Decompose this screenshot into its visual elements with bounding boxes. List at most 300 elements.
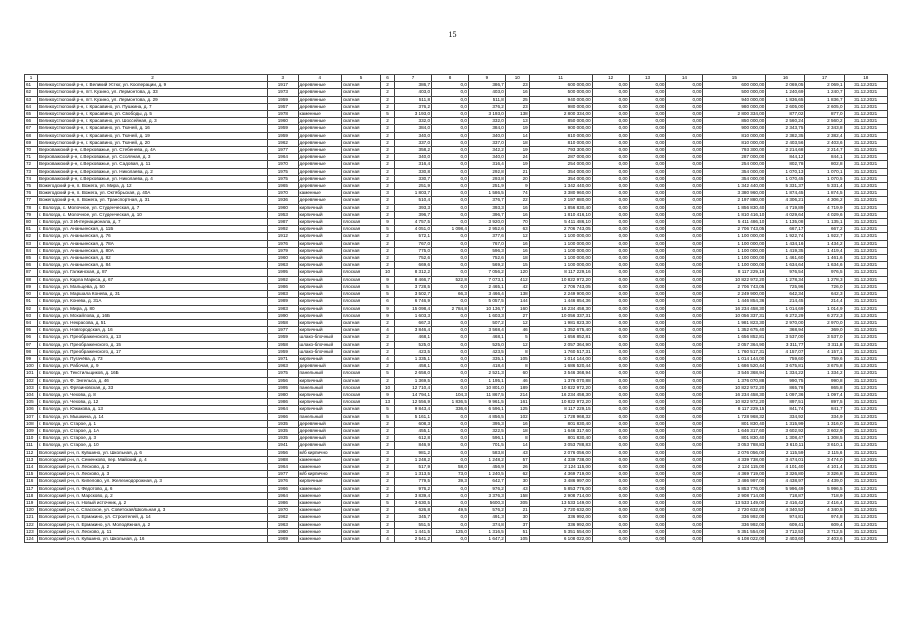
table-cell: 5: [505, 334, 529, 341]
table-cell: 23: [505, 103, 529, 110]
table-cell: 5: [381, 406, 395, 413]
table-cell: 31.12.2021: [844, 139, 888, 146]
table-cell: Вологодский р-н, п. Лесково, д. 2: [38, 463, 268, 470]
table-cell: 0,00: [629, 485, 666, 492]
table-cell: 95: [25, 327, 38, 334]
table-cell: Великоустюгский р-н, г. Красавино, ул. Ткачей, д. 19: [38, 132, 268, 139]
table-cell: 1986: [268, 499, 298, 506]
table-cell: 1 874,5: [805, 190, 844, 197]
table-cell: 2: [381, 363, 395, 370]
table-cell: плоская: [341, 298, 380, 305]
table-cell: Вологодский р-н, п. Федотово, д. 6: [38, 485, 268, 492]
table-cell: 0,00: [629, 319, 666, 326]
table-cell: 2: [381, 377, 395, 384]
table-cell: 31.12.2021: [844, 485, 888, 492]
table-cell: 3 610,1: [805, 442, 844, 449]
table-cell: шлако-блочный: [298, 334, 341, 341]
table-cell: 0,00: [592, 370, 629, 377]
table-cell: 0,00: [629, 427, 666, 434]
table-cell: 1966: [268, 485, 298, 492]
table-cell: 10: [381, 384, 395, 391]
table-cell: 46: [505, 377, 529, 384]
table-cell: 801 830,40: [703, 420, 766, 427]
table-cell: 2: [381, 161, 395, 168]
table-cell: 104,3: [432, 391, 469, 398]
table-cell: 16: [505, 420, 529, 427]
table-cell: 0,00: [592, 298, 629, 305]
table-cell: 0,00: [666, 118, 703, 125]
table-cell: Вологодский р-н, п. Лесково, д. 11: [38, 528, 268, 535]
table-cell: 4: [381, 536, 395, 543]
table-cell: 2: [381, 442, 395, 449]
table-cell: 2 560,24: [766, 118, 805, 125]
table-cell: Вологодский р-н, п. Кувшино, ул. Школьная, д. 16: [38, 536, 268, 543]
table-cell: 9: [505, 183, 529, 190]
table-cell: 0,0: [432, 89, 469, 96]
table-cell: скатная: [341, 240, 380, 247]
table-cell: 64: [25, 103, 38, 110]
table-cell: 3 053 788,83: [529, 442, 592, 449]
table-cell: 13: [505, 118, 529, 125]
table-cell: 102: [505, 413, 529, 420]
table-cell: 1 686 520,44: [529, 363, 592, 370]
table-cell: 31.12.2021: [844, 435, 888, 442]
table-cell: 2 249 900,00: [529, 291, 592, 298]
table-cell: 897,51: [766, 399, 805, 406]
table-cell: 335,1: [468, 355, 505, 362]
table-cell: г. Вологда, ул. Новгородская, д. 16: [38, 327, 268, 334]
table-header-row: [25, 75, 888, 82]
table-cell: 0,00: [592, 334, 629, 341]
table-cell: 4 719,9: [805, 204, 844, 211]
table-cell: плоская: [341, 391, 380, 398]
table-cell: 0,0: [432, 442, 469, 449]
table-cell: 82: [25, 233, 38, 240]
table-cell: г. Вологда, ул. Текстильщиков, д. 16Б: [38, 370, 268, 377]
table-cell: 600 000,00: [529, 82, 592, 89]
table-cell: скатная: [341, 132, 380, 139]
table-cell: 940 000,00: [703, 96, 766, 103]
table-cell: 0,00: [629, 204, 666, 211]
table-cell: 68: [25, 132, 38, 139]
table-cell: деревянные: [298, 125, 341, 132]
table-cell: 16: [505, 240, 529, 247]
table-cell: 12: [505, 319, 529, 326]
table-cell: 1 810 416,10: [529, 211, 592, 218]
table-cell: 0,00: [592, 327, 629, 334]
table-cell: 980 000,00: [703, 103, 766, 110]
table-cell: 31.12.2021: [844, 348, 888, 355]
table-row: [25, 507, 888, 514]
table-cell: 0,00: [666, 305, 703, 312]
table-cell: 0,00: [629, 528, 666, 535]
table-cell: 0,00: [666, 283, 703, 290]
table-cell: 118: [25, 492, 38, 499]
table-cell: 51: [505, 528, 529, 535]
table-cell: 31.12.2021: [844, 118, 888, 125]
table-cell: 3 326,8: [805, 471, 844, 478]
table-cell: 844,12: [766, 154, 805, 161]
table-cell: 0,00: [629, 449, 666, 456]
table-cell: 974,8: [805, 514, 844, 521]
table-cell: 2: [381, 348, 395, 355]
table-cell: скатная: [341, 255, 380, 262]
table-cell: панельный: [298, 384, 341, 391]
table-cell: плоская: [341, 226, 380, 233]
table-cell: 1983: [268, 291, 298, 298]
table-cell: 0,00: [592, 147, 629, 154]
table-cell: 0,00: [666, 183, 703, 190]
table-cell: 4 438,97: [766, 478, 805, 485]
table-cell: 0,0: [432, 456, 469, 463]
table-cell: 551,5: [395, 521, 432, 528]
table-cell: Вожегодский р-н, п. Вожега, ул. Октябрьская, д. 40А: [38, 190, 268, 197]
table-cell: 31.12.2021: [844, 283, 888, 290]
table-cell: 5 057,5: [468, 298, 505, 305]
table-row: [25, 233, 888, 240]
table-cell: г. Вологда, ул. Некрасова, д. 51: [38, 319, 268, 326]
table-cell: г. Вологда, ул. Пугачёва, д. 73: [38, 355, 268, 362]
table-row: [25, 139, 888, 146]
table-cell: 1935: [268, 420, 298, 427]
table-cell: 254 000,00: [703, 161, 766, 168]
table-cell: 0,00: [629, 154, 666, 161]
table-cell: 0,00: [666, 269, 703, 276]
table-cell: г. Вологда, ул. Преображенского, д. 15: [38, 341, 268, 348]
table-cell: г. Вологда, ул. Конева, д. 31А: [38, 298, 268, 305]
table-cell: 9: [381, 305, 395, 312]
table-cell: 0,00: [666, 139, 703, 146]
table-cell: 0,00: [592, 204, 629, 211]
table-cell: 0,00: [592, 528, 629, 535]
table-cell: 1 836,7: [805, 96, 844, 103]
table-cell: г. Вологда, ул. Маршала Конева, д. 31: [38, 291, 268, 298]
column-header: 16: [766, 75, 805, 82]
table-cell: 1936: [268, 197, 298, 204]
table-cell: 1 248,2: [395, 456, 432, 463]
table-cell: 123: [25, 528, 38, 535]
table-cell: 9: [381, 312, 395, 319]
table-cell: 1963: [268, 363, 298, 370]
table-cell: 5: [381, 111, 395, 118]
table-cell: плоская: [341, 305, 380, 312]
table-cell: деревянные: [298, 175, 341, 182]
table-cell: 3 920,0: [468, 219, 505, 226]
table-cell: 1 836,5: [432, 399, 469, 406]
table-cell: 793 300,00: [703, 147, 766, 154]
table-cell: кирпичный: [298, 269, 341, 276]
table-cell: 1 313,5: [395, 471, 432, 478]
table-cell: 0,00: [592, 89, 629, 96]
table-cell: 4 856,5: [468, 413, 505, 420]
table-cell: 31.12.2021: [844, 478, 888, 485]
table-cell: 0,0: [432, 298, 469, 305]
table-cell: 3: [381, 190, 395, 197]
table-cell: Вологодский р-н, п. Семенково, пер. Майский, д. 4: [38, 456, 268, 463]
table-cell: 0,00: [629, 125, 666, 132]
table-cell: 376,7: [468, 197, 505, 204]
table-cell: кирпичный: [298, 226, 341, 233]
table-cell: 13 533 149,00: [703, 499, 766, 506]
table-cell: 91: [25, 298, 38, 305]
table-cell: 0,00: [592, 305, 629, 312]
table-cell: 0,0: [432, 82, 469, 89]
table-cell: 31.12.2021: [844, 514, 888, 521]
table-cell: 802,78: [766, 161, 805, 168]
table-cell: 0,00: [629, 334, 666, 341]
table-cell: 801 830,40: [703, 435, 766, 442]
table-cell: 1959: [268, 96, 298, 103]
table-cell: 31.12.2021: [844, 312, 888, 319]
table-cell: м/б кирпично: [298, 471, 341, 478]
table-cell: 31.12.2021: [844, 82, 888, 89]
table-cell: 214: [505, 391, 529, 398]
table-cell: скатная: [341, 427, 380, 434]
table-cell: 0,00: [666, 262, 703, 269]
table-row: [25, 154, 888, 161]
table-cell: 1983: [268, 305, 298, 312]
table-cell: 0,00: [666, 514, 703, 521]
table-cell: 393,3: [395, 204, 432, 211]
column-header: 7: [395, 75, 432, 82]
table-cell: 2 658,0: [395, 370, 432, 377]
table-cell: 752,6: [395, 255, 432, 262]
table-cell: скатная: [341, 327, 380, 334]
table-cell: 61: [25, 82, 38, 89]
table-cell: 976,5: [805, 269, 844, 276]
table-cell: 0,00: [629, 96, 666, 103]
table-row: [25, 211, 888, 218]
table-cell: 0,00: [666, 341, 703, 348]
table-cell: г. Вологда, ул. Чехова, д. 8: [38, 391, 268, 398]
table-cell: 70: [505, 219, 529, 226]
table-cell: плоская: [341, 312, 380, 319]
table-cell: 0,0: [432, 168, 469, 175]
table-cell: 0,00: [666, 147, 703, 154]
table-cell: скатная: [341, 82, 380, 89]
table-cell: 608,3: [395, 420, 432, 427]
table-row: [25, 499, 888, 506]
table-cell: 251,9: [468, 183, 505, 190]
table-cell: 667,17: [766, 226, 805, 233]
table-cell: 24: [505, 154, 529, 161]
table-cell: 0,0: [432, 355, 469, 362]
table-cell: 0,00: [592, 82, 629, 89]
table-cell: 0,0: [432, 348, 469, 355]
table-cell: 13: [381, 399, 395, 406]
table-cell: 66,3: [432, 291, 469, 298]
table-cell: 345,7: [395, 514, 432, 521]
table-cell: 0,00: [629, 298, 666, 305]
table-cell: 43: [505, 485, 529, 492]
table-cell: 0,0: [432, 449, 469, 456]
table-cell: 0,00: [666, 399, 703, 406]
table-cell: 62: [505, 471, 529, 478]
table-cell: 3 311,77: [766, 341, 805, 348]
table-cell: 1 441,5: [395, 528, 432, 535]
table-cell: 31.12.2021: [844, 197, 888, 204]
table-cell: 0,00: [629, 190, 666, 197]
table-cell: 5: [381, 413, 395, 420]
table-cell: 20: [505, 175, 529, 182]
table-row: [25, 427, 888, 434]
table-cell: 1917: [268, 82, 298, 89]
column-header: 6: [381, 75, 395, 82]
table-cell: 3 712,53: [766, 528, 805, 535]
table-cell: 1 100 000,00: [703, 262, 766, 269]
table-cell: 1 856 830,40: [529, 204, 592, 211]
table-cell: 0,00: [629, 118, 666, 125]
table-cell: 1 686 520,44: [703, 363, 766, 370]
table-cell: 0,00: [629, 399, 666, 406]
table-cell: 2 057 364,90: [529, 341, 592, 348]
table-cell: шлако-блочный: [298, 348, 341, 355]
table-cell: Вологодский р-н, с. Спасское, ул. Советская/Школьная д. 3: [38, 507, 268, 514]
table-cell: 1978: [268, 111, 298, 118]
table-cell: 0,00: [666, 507, 703, 514]
table-cell: 0,00: [666, 327, 703, 334]
table-cell: 0,00: [629, 111, 666, 118]
table-cell: 2 403,6: [805, 139, 844, 146]
table-cell: 189: [505, 384, 529, 391]
table-cell: 138: [505, 111, 529, 118]
table-cell: 0,00: [592, 399, 629, 406]
table-row: [25, 363, 888, 370]
table-cell: скатная: [341, 96, 380, 103]
table-cell: 6 596,1: [468, 406, 505, 413]
table-cell: 1 014 144,00: [703, 355, 766, 362]
table-cell: 73,0: [432, 471, 469, 478]
table-cell: 0,00: [592, 391, 629, 398]
table-cell: 31.12.2021: [844, 305, 888, 312]
table-cell: 31.12.2021: [844, 291, 888, 298]
table-cell: 0,00: [629, 471, 666, 478]
table-cell: 386,7: [468, 82, 505, 89]
table-cell: 0,00: [592, 420, 629, 427]
table-cell: 377,6: [468, 233, 505, 240]
table-row: [25, 283, 888, 290]
column-header: 8: [432, 75, 469, 82]
table-cell: 109: [25, 427, 38, 434]
table-cell: 525,0: [395, 341, 432, 348]
table-cell: 1 656 852,81: [703, 334, 766, 341]
column-header: 5: [341, 75, 380, 82]
table-cell: 1 434,16: [766, 240, 805, 247]
table-cell: 337,0: [395, 139, 432, 146]
table-cell: 2: [381, 262, 395, 269]
table-cell: 5 331,4: [805, 183, 844, 190]
table-cell: Вожегодский р-н, п. Вожега, ул. Мира, д. 12: [38, 183, 268, 190]
table-cell: 2: [381, 456, 395, 463]
table-cell: 0,00: [629, 406, 666, 413]
table-cell: 572,1: [395, 233, 432, 240]
table-cell: 23: [505, 82, 529, 89]
table-cell: 0,00: [629, 442, 666, 449]
table-cell: плоская: [341, 276, 380, 283]
table-cell: 775,0: [395, 247, 432, 254]
table-row: [25, 327, 888, 334]
table-row: [25, 406, 888, 413]
table-cell: г. Вологда, ул. Мохайлова, д. 16Б: [38, 312, 268, 319]
table-cell: скатная: [341, 485, 380, 492]
table-cell: 701,5: [468, 442, 505, 449]
table-cell: 305: [505, 499, 529, 506]
table-cell: 0,00: [666, 334, 703, 341]
table-cell: 3 466,4: [468, 291, 505, 298]
table-cell: г. Вологда, ул. Чехова, д. 12: [38, 399, 268, 406]
table-cell: 3: [381, 471, 395, 478]
table-cell: г. Вологда, ул. Мира, д. 80: [38, 305, 268, 312]
table-cell: 93: [25, 312, 38, 319]
table-cell: 74: [25, 175, 38, 182]
table-cell: 456,9: [468, 463, 505, 470]
table-cell: 846,9: [395, 442, 432, 449]
table-cell: 1 922,74: [766, 233, 805, 240]
table-cell: 1962: [268, 514, 298, 521]
table-cell: 3 675,81: [766, 363, 805, 370]
table-cell: скатная: [341, 103, 380, 110]
table-cell: 990,8: [805, 377, 844, 384]
table-cell: каменные: [298, 485, 341, 492]
table-cell: 2 521,3: [468, 370, 505, 377]
table-cell: 2: [381, 233, 395, 240]
table-cell: 0,00: [592, 406, 629, 413]
table-cell: 0,0: [432, 521, 469, 528]
table-cell: 1 760 517,31: [529, 348, 592, 355]
table-cell: 1 647,2: [468, 536, 505, 543]
table-cell: 4 340,52: [766, 507, 805, 514]
table-cell: 3 839,4: [395, 492, 432, 499]
table-cell: 600 000,00: [703, 82, 766, 89]
table-row: [25, 463, 888, 470]
table-cell: 0,00: [629, 305, 666, 312]
table-cell: 877,0: [805, 111, 844, 118]
table-cell: 7 056,2: [468, 269, 505, 276]
table-cell: 3 537,00: [766, 334, 805, 341]
table-cell: 0,00: [629, 283, 666, 290]
table-cell: 119: [25, 499, 38, 506]
table-cell: 0,00: [629, 514, 666, 521]
table-cell: 158: [505, 492, 529, 499]
table-cell: 0,00: [666, 204, 703, 211]
table-cell: деревянные: [298, 183, 341, 190]
table-cell: скатная: [341, 471, 380, 478]
table-cell: 0,0: [432, 139, 469, 146]
table-cell: 14: [505, 132, 529, 139]
table-cell: 2: [381, 118, 395, 125]
table-cell: Верховажский р-н, с.Верховажье, ул. Николаева, д. 2: [38, 168, 268, 175]
table-cell: 500 000,00: [529, 89, 592, 96]
table-cell: 0,00: [629, 521, 666, 528]
table-cell: 0,00: [666, 406, 703, 413]
table-cell: 334,92: [766, 413, 805, 420]
table-cell: 21: [505, 507, 529, 514]
table-cell: 254 000,00: [529, 161, 592, 168]
table-cell: панельный: [298, 370, 341, 377]
table-cell: 1964: [268, 463, 298, 470]
table-row: [25, 219, 888, 226]
table-cell: 767,0: [468, 240, 505, 247]
table-cell: 3 630,5: [395, 499, 432, 506]
table-cell: 80: [25, 219, 38, 226]
table-cell: 609,4: [805, 521, 844, 528]
table-cell: 73: [25, 168, 38, 175]
table-cell: 3 546 368,94: [703, 370, 766, 377]
table-cell: 3 486 997,00: [529, 478, 592, 485]
table-cell: 384,0: [395, 125, 432, 132]
table-cell: 0,00: [592, 384, 629, 391]
table-cell: 1 352 675,40: [529, 327, 592, 334]
